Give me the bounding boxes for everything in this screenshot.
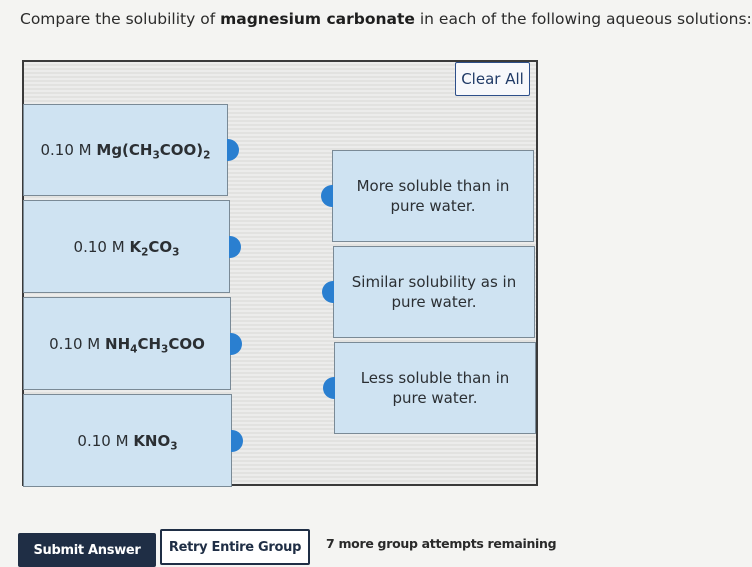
retry-entire-group-button[interactable]: Retry Entire Group bbox=[160, 529, 310, 565]
target-label: More soluble than in pure water. bbox=[356, 177, 510, 215]
attempts-remaining-text: 7 more group attempts remaining bbox=[326, 536, 557, 551]
question-suffix: in each of the following aqueous solutions: bbox=[414, 10, 752, 28]
clear-all-button[interactable]: Clear All bbox=[455, 62, 530, 96]
item-label: 0.10 M $K_2CO_3$ bbox=[73, 237, 180, 259]
item-label: 0.10 M $Mg(CH_3COO)_2$ bbox=[40, 141, 211, 162]
drop-target-similar-solubility[interactable] bbox=[333, 246, 535, 338]
draggable-item-mg-acetate[interactable] bbox=[23, 104, 228, 196]
item-label: 0.10 M $NH_4CH_3COO$ bbox=[49, 334, 205, 356]
target-label: Similar solubility as in pure water. bbox=[351, 273, 517, 311]
draggable-item-potassium-carbonate[interactable] bbox=[23, 200, 230, 293]
draggable-item-ammonium-acetate[interactable] bbox=[23, 297, 231, 390]
target-label: Less soluble than in pure water. bbox=[360, 369, 510, 407]
question-prefix: Compare the solubility of bbox=[20, 10, 221, 28]
item-label: 0.10 M $KNO_3$ bbox=[77, 431, 178, 453]
drop-target-more-soluble[interactable] bbox=[332, 150, 534, 242]
submit-answer-button[interactable]: Submit Answer bbox=[18, 533, 156, 567]
question-compound: magnesium carbonate bbox=[220, 10, 415, 28]
drop-target-less-soluble[interactable] bbox=[334, 342, 536, 434]
question-prompt bbox=[20, 10, 752, 28]
draggable-item-potassium-nitrate[interactable] bbox=[23, 394, 232, 487]
